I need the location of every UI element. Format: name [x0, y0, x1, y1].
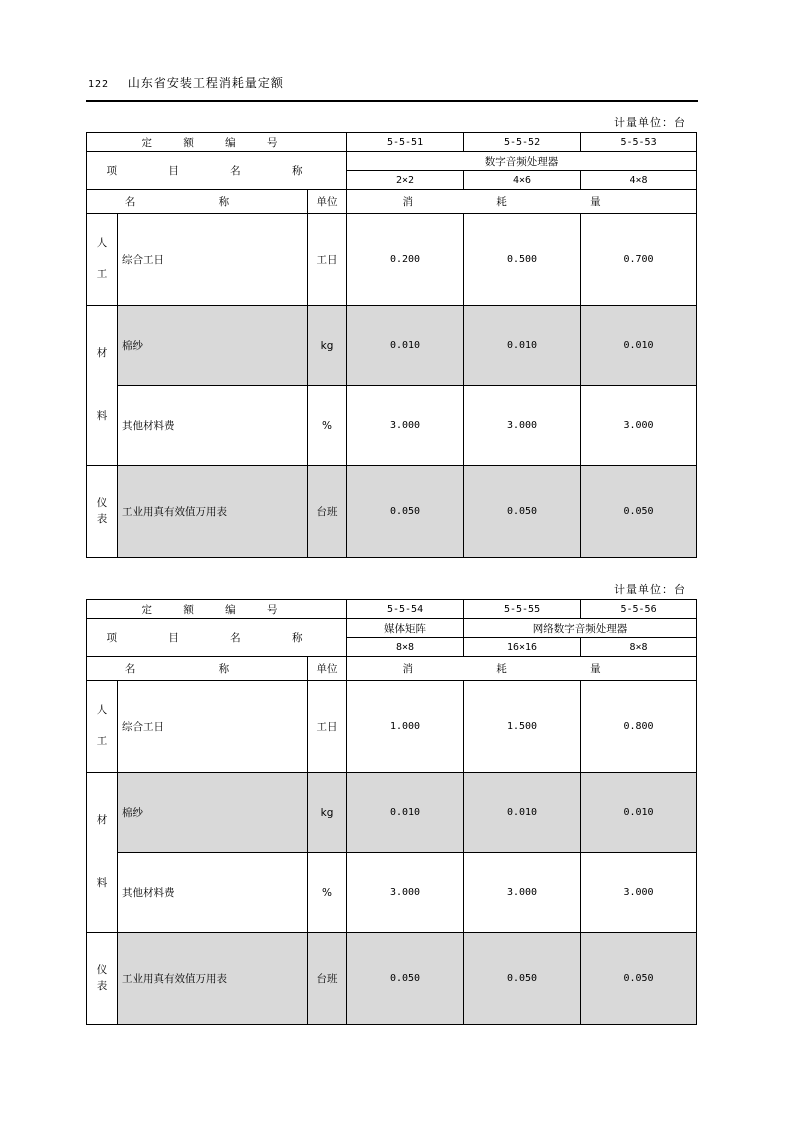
item-unit: 工日	[308, 214, 347, 306]
item-name: 工业用真有效值万用表	[118, 466, 308, 558]
value-cell: 0.010	[581, 306, 697, 386]
unit-column-header: 单位	[308, 657, 347, 681]
consumption-header: 消 耗 量	[347, 657, 697, 681]
quota-code: 5-5-51	[347, 133, 464, 152]
value-cell: 0.050	[347, 933, 464, 1025]
unit-note: 计量单位：台	[614, 583, 686, 596]
instrument-row	[87, 933, 697, 1025]
spec-cell: 2×2	[347, 171, 464, 190]
category-labor: 人 工	[87, 681, 118, 773]
spec-cell: 8×8	[581, 638, 697, 657]
category-instrument: 仪 表	[87, 933, 118, 1025]
value-cell: 0.010	[464, 773, 581, 853]
value-cell: 0.050	[464, 933, 581, 1025]
category-material: 材 料	[87, 773, 118, 933]
item-group-label: 网络数字音频处理器	[464, 619, 697, 638]
item-unit: %	[308, 386, 347, 466]
quota-number-label: 定 额 编 号	[87, 600, 347, 619]
item-name: 工业用真有效值万用表	[118, 933, 308, 1025]
material-row	[87, 386, 697, 466]
value-cell: 3.000	[581, 853, 697, 933]
item-name: 其他材料费	[118, 853, 308, 933]
name-column-header: 名 称	[87, 657, 308, 681]
value-cell: 3.000	[347, 386, 464, 466]
item-group-label: 媒体矩阵	[347, 619, 464, 638]
quota-code: 5-5-55	[464, 600, 581, 619]
item-name: 棉纱	[118, 306, 308, 386]
value-cell: 0.010	[347, 773, 464, 853]
item-unit: kg	[308, 773, 347, 853]
item-name: 其他材料费	[118, 386, 308, 466]
value-cell: 0.050	[347, 466, 464, 558]
value-cell: 0.010	[347, 306, 464, 386]
value-cell: 0.500	[464, 214, 581, 306]
value-cell: 1.500	[464, 681, 581, 773]
category-material: 材 料	[87, 306, 118, 466]
book-title: 山东省安装工程消耗量定额	[127, 76, 284, 90]
value-cell: 0.010	[464, 306, 581, 386]
labor-row	[87, 681, 697, 773]
instrument-row	[87, 466, 697, 558]
material-row	[87, 853, 697, 933]
item-name: 综合工日	[118, 681, 308, 773]
item-unit: 工日	[308, 681, 347, 773]
value-cell: 3.000	[347, 853, 464, 933]
page-header	[88, 74, 698, 91]
item-unit: 台班	[308, 466, 347, 558]
quota-code: 5-5-52	[464, 133, 581, 152]
item-group-label: 数字音频处理器	[347, 152, 697, 171]
value-cell: 0.050	[464, 466, 581, 558]
labor-row	[87, 214, 697, 306]
consumption-header: 消 耗 量	[347, 190, 697, 214]
item-name: 棉纱	[118, 773, 308, 853]
value-cell: 0.050	[581, 933, 697, 1025]
value-cell: 0.010	[581, 773, 697, 853]
quota-number-label: 定 额 编 号	[87, 133, 347, 152]
quota-table	[86, 132, 697, 558]
quota-code: 5-5-54	[347, 600, 464, 619]
project-name-label: 项 目 名 称	[87, 619, 347, 657]
spec-cell: 16×16	[464, 638, 581, 657]
value-cell: 3.000	[464, 853, 581, 933]
material-row	[87, 306, 697, 386]
item-unit: kg	[308, 306, 347, 386]
name-column-header: 名 称	[87, 190, 308, 214]
value-cell: 0.800	[581, 681, 697, 773]
unit-note: 计量单位：台	[614, 116, 686, 129]
value-cell: 0.200	[347, 214, 464, 306]
quota-table	[86, 599, 697, 1025]
spec-cell: 4×8	[581, 171, 697, 190]
quota-code: 5-5-56	[581, 600, 697, 619]
value-cell: 0.700	[581, 214, 697, 306]
unit-column-header: 单位	[308, 190, 347, 214]
item-unit: 台班	[308, 933, 347, 1025]
item-unit: %	[308, 853, 347, 933]
header-rule	[86, 100, 698, 102]
category-labor: 人 工	[87, 214, 118, 306]
value-cell: 3.000	[464, 386, 581, 466]
item-name: 综合工日	[118, 214, 308, 306]
material-row	[87, 773, 697, 853]
page-number: 122	[88, 79, 110, 90]
spec-cell: 8×8	[347, 638, 464, 657]
project-name-label: 项 目 名 称	[87, 152, 347, 190]
value-cell: 3.000	[581, 386, 697, 466]
category-instrument: 仪 表	[87, 466, 118, 558]
quota-code: 5-5-53	[581, 133, 697, 152]
spec-cell: 4×6	[464, 171, 581, 190]
value-cell: 1.000	[347, 681, 464, 773]
value-cell: 0.050	[581, 466, 697, 558]
